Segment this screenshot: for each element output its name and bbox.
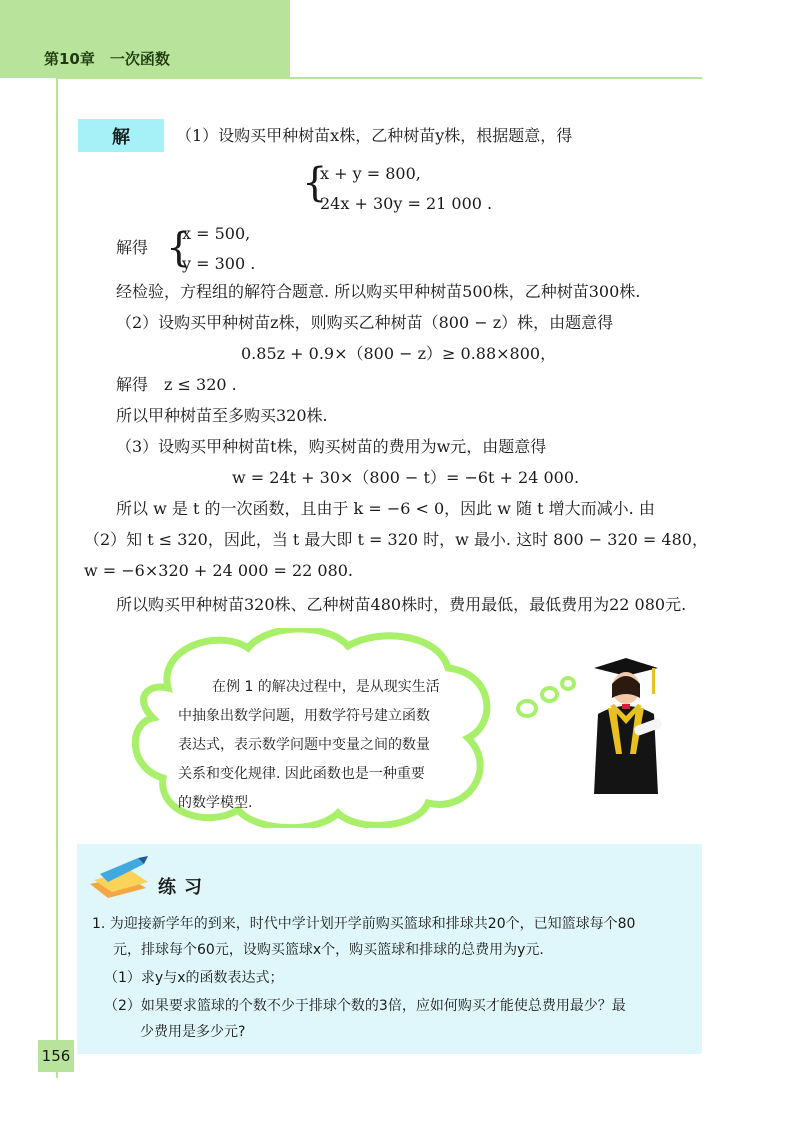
exercise-q1-line-2: 元，排球每个60元，设购买篮球x个，购买篮球和排球的总费用为y元. bbox=[113, 942, 544, 958]
exercise-q1-part2: （2）如果要求篮球的个数不少于排球个数的3倍，应如何购买才能使总费用最少？最 bbox=[104, 998, 626, 1014]
solve-label: 解得 bbox=[116, 238, 149, 257]
solution-line-linear: 所以 w 是 t 的一次函数，且由于 k = −6 < 0，因此 w 随 t 增大而减小. 由 bbox=[116, 499, 655, 518]
solution-x: x = 500, bbox=[182, 224, 251, 243]
solution-line-w: w = −6×320 + 24 000 = 22 080. bbox=[84, 561, 354, 580]
cloud-text bbox=[178, 673, 476, 818]
cloud-line-1: 在例 1 的解决过程中，是从现实生活 bbox=[212, 679, 440, 695]
solution-y: y = 300 . bbox=[182, 254, 256, 273]
exercise-q1-part1: （1）求y与x的函数表达式； bbox=[104, 970, 284, 986]
cloud-line-2: 中抽象出数学问题，用数学符号建立函数 bbox=[178, 708, 430, 724]
cloud-line-5: 的数学模型. bbox=[178, 795, 253, 811]
system-brace: { bbox=[302, 160, 328, 206]
thought-bubble-2 bbox=[540, 686, 559, 703]
cost-function: w = 24t + 30×（800 − t）= −6t + 24 000. bbox=[232, 468, 580, 487]
solution-line-1: （1）设购买甲种树苗x株，乙种树苗y株，根据题意，得 bbox=[176, 126, 573, 145]
margin-rule bbox=[56, 78, 58, 1078]
chapter-title: 第10章 一次函数 bbox=[44, 50, 170, 68]
solution-brace: { bbox=[166, 225, 192, 271]
header-rule bbox=[56, 77, 702, 79]
solution-line-conclusion: 所以购买甲种树苗320株、乙种树苗480株时，费用最低，最低费用为22 080元. bbox=[116, 595, 687, 614]
solution-line-min: （2）知 t ≤ 320，因此，当 t 最大即 t = 320 时，w 最小. 这时 800 − 320 = 480， bbox=[84, 530, 708, 549]
inequality-solution: 解得 z ≤ 320 . bbox=[116, 375, 237, 394]
solution-line-part3: （3）设购买甲种树苗t株，购买树苗的费用为w元，由题意得 bbox=[116, 437, 547, 456]
page-number: 156 bbox=[38, 1040, 74, 1072]
solution-line-part2: （2）设购买甲种树苗z株，则购买乙种树苗（800 − z）株，由题意得 bbox=[116, 313, 614, 332]
inequality: 0.85z + 0.9×（800 − z）≥ 0.88×800， bbox=[241, 344, 557, 363]
solution-line-at-most: 所以甲种树苗至多购买320株. bbox=[116, 406, 328, 425]
thought-bubble-1 bbox=[516, 699, 538, 718]
solution-line-check: 经检验，方程组的解符合题意. 所以购买甲种树苗500株，乙种树苗300株. bbox=[116, 282, 641, 301]
exercise-title: 练习 bbox=[158, 877, 210, 898]
exercise-q1-line-1: 1. 为迎接新学年的到来，时代中学计划开学前购买篮球和排球共20个，已知篮球每个80 bbox=[92, 916, 636, 932]
thought-bubble-3 bbox=[560, 676, 576, 691]
equation-2: 24x + 30y = 21 000 . bbox=[320, 194, 493, 213]
pencil-book-icon bbox=[86, 854, 152, 900]
cloud-line-4: 关系和变化规律. 因此函数也是一种重要 bbox=[178, 766, 425, 782]
solution-label: 解 bbox=[78, 119, 164, 152]
equation-1: x + y = 800, bbox=[320, 164, 421, 183]
graduate-student-illustration bbox=[582, 654, 666, 794]
cloud-line-3: 表达式，表示数学问题中变量之间的数量 bbox=[178, 737, 430, 753]
exercise-q1-part2-cont: 少费用是多少元? bbox=[140, 1024, 246, 1040]
